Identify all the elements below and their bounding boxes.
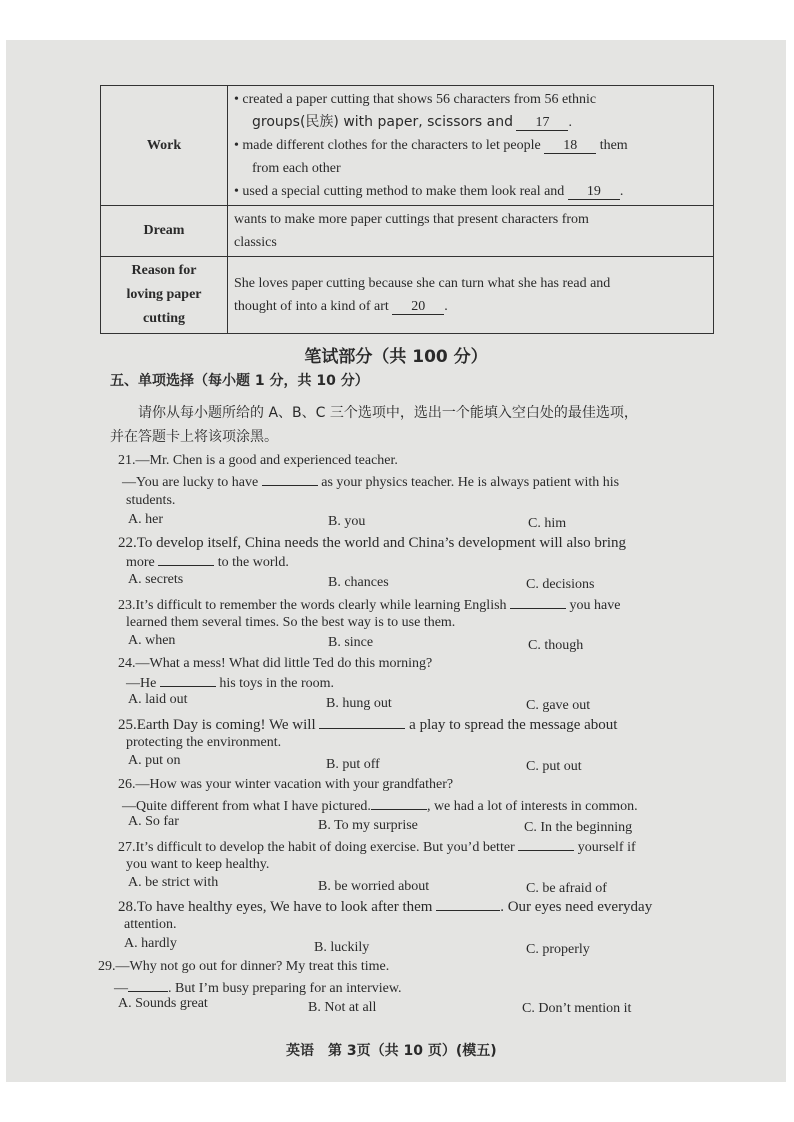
question-26: 26.—How was your winter vacation with your grandfather? xyxy=(118,777,454,792)
option-c[interactable]: C. him xyxy=(528,516,567,531)
dream-label: Dream xyxy=(101,206,228,257)
exam-sheet-photo xyxy=(6,40,786,1082)
info-table xyxy=(100,85,714,334)
option-b[interactable]: B. Not at all xyxy=(308,1000,377,1015)
work-row xyxy=(101,86,714,206)
option-c[interactable]: C. decisions xyxy=(526,577,595,592)
option-c[interactable]: C. gave out xyxy=(526,698,591,713)
option-a[interactable]: A. So far xyxy=(128,814,179,829)
option-c[interactable]: C. though xyxy=(528,638,584,653)
option-c[interactable]: C. Don’t mention it xyxy=(522,1001,632,1016)
work-line: groups(民族) with paper, scissors and 17 . xyxy=(252,114,572,130)
work-line: • created a paper cutting that shows 56 characters from 56 ethnic xyxy=(234,92,597,107)
work-line: from each other xyxy=(252,161,341,176)
blank-17: 17 xyxy=(516,115,568,131)
option-a[interactable]: A. laid out xyxy=(128,692,188,707)
work-line: • used a special cutting method to make them look real and 19 . xyxy=(234,184,624,199)
option-c[interactable]: C. put out xyxy=(526,759,582,774)
part-title: 五、单项选择（每小题 1 分，共 10 分） xyxy=(110,373,369,389)
dream-cell: wants to make more paper cuttings that present characters from classics xyxy=(228,206,714,257)
option-b[interactable]: B. luckily xyxy=(314,940,370,955)
instruction: 并在答题卡上将该项涂黑。 xyxy=(110,429,278,445)
option-c[interactable]: C. properly xyxy=(526,942,590,957)
option-b[interactable]: B. To my surprise xyxy=(318,818,418,833)
question-22: 22.To develop itself, China needs the world and China’s development will also bring xyxy=(118,535,627,551)
reason-cell: She loves paper cutting because she can turn what she has read and thought of into a kind of art 20 . xyxy=(228,257,714,334)
option-b[interactable]: B. since xyxy=(328,635,374,650)
question-27: 27.It’s difficult to develop the habit of doing exercise. But you’d better yourself if xyxy=(118,837,636,857)
instruction: 请你从每小题所给的 A、B、C 三个选项中，选出一个能填入空白处的最佳选项， xyxy=(138,405,638,421)
work-line: • made different clothes for the characters to let people 18 them xyxy=(234,138,628,153)
option-a[interactable]: A. be strict with xyxy=(128,875,219,890)
question-24: 24.—What a mess! What did little Ted do this morning? xyxy=(118,656,433,671)
exam-page: Work • created a paper cutting that shows 56 characters from 56 ethnic groups(民族) with paper, scissors and 17 . • made different clothes for the characters to let people 18 them from each other • used a special cutting method to make them look real and 19 . Dream wants to make more paper cuttings that present characters from classics Reason for loving paper cutting She loves paper cutting because she can turn what she has read and thought of into a kind of art 20 . 笔试部分（共 100 分） 五、单项选择（每小题 1 分，共 10 分） 请你从每小题所给的 A、B、C 三个选项中，选出一个能填入空白处的最佳选项， 并在答题卡上将该项涂黑。 21.—Mr. Chen is a good and experienced teacher. —You are lucky to have as your physics teacher. He is always patient with his students. A. her B. you C. him 22.To develop itself, China needs the world and China’s development will also bring more to the world. A. secrets B. chances C. decisions 23.It’s difficult to remember the words clearly while learning English you have learned them several times. So the best way is to use them. A. when B. since C. though 24.—What a mess! What did little Ted do this morning? —He his toys in the room. A. laid out B. hung out C. gave out 25.Earth Day is coming! We will a play to spread the message about protecting the environment. A. put on B. put off C. put out 26.—How was your winter vacation with your grandfather? —Quite different from what I have pictured. , we had a lot of interests in common. A. So far B. To my surprise C. In the beginning 27.It’s difficult to develop the habit of doing exercise. But you’d better yourself if you want to keep healthy. A. be strict with B. be worried about C. be afraid of 28.To have healthy eyes, We have to look after them . Our eyes need everyday attention. A. hardly B. luckily C. properly 29.—Why not go out for dinner? My treat this time. — . But I’m busy preparing for an interview. A. Sounds great B. Not at all C. Don’t mention it 英语 第 3页（共 10 页）(模五) xyxy=(6,40,786,1082)
question-21-line: —You are lucky to have as your physics teacher. He is always patient with his xyxy=(122,472,619,492)
question-21: 21.—Mr. Chen is a good and experienced teacher. xyxy=(118,453,398,468)
written-section-title: 笔试部分（共 100 分） xyxy=(304,347,488,367)
option-c[interactable]: C. be afraid of xyxy=(526,881,607,896)
option-a[interactable]: A. when xyxy=(128,633,176,648)
question-23: 23.It’s difficult to remember the words clearly while learning English you have xyxy=(118,595,620,615)
question-29: 29.—Why not go out for dinner? My treat this time. xyxy=(98,959,390,974)
option-b[interactable]: B. you xyxy=(328,514,366,529)
blank-20: 20 xyxy=(392,299,444,315)
blank-19: 19 xyxy=(568,184,620,200)
reason-row xyxy=(101,257,714,334)
reason-label: Reason for loving paper cutting xyxy=(101,257,228,334)
option-c[interactable]: C. In the beginning xyxy=(524,820,633,835)
blank-18: 18 xyxy=(544,138,596,154)
work-label: Work xyxy=(101,86,228,206)
page-footer: 英语 第 3页（共 10 页）(模五) xyxy=(286,1043,497,1059)
option-b[interactable]: B. hung out xyxy=(326,696,392,711)
question-25: 25.Earth Day is coming! We will a play to spread the message about xyxy=(118,717,618,733)
option-a[interactable]: A. put on xyxy=(128,753,181,768)
work-cell xyxy=(228,86,714,206)
option-b[interactable]: B. put off xyxy=(326,757,380,772)
question-28: 28.To have healthy eyes, We have to look after them . Our eyes need everyday xyxy=(118,899,653,915)
option-a[interactable]: A. her xyxy=(128,512,163,527)
option-b[interactable]: B. be worried about xyxy=(318,879,430,894)
option-a[interactable]: A. Sounds great xyxy=(118,996,208,1011)
dream-row xyxy=(101,206,714,257)
option-a[interactable]: A. hardly xyxy=(124,936,177,951)
option-b[interactable]: B. chances xyxy=(328,575,389,590)
option-a[interactable]: A. secrets xyxy=(128,572,184,587)
